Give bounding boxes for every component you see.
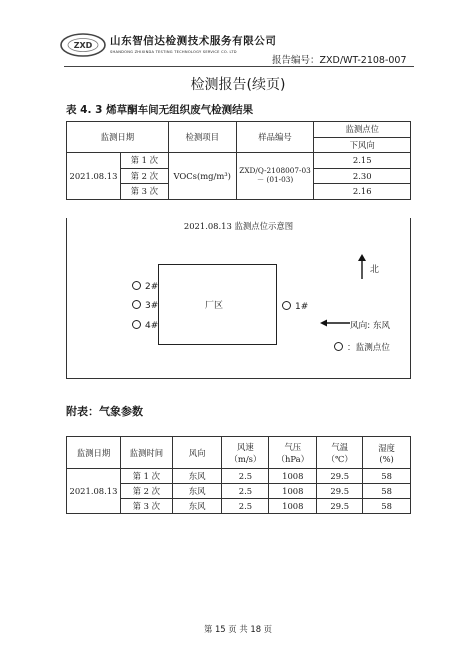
point-marker-icon: [132, 300, 141, 309]
point-1: 1#: [282, 301, 308, 312]
speed-cell: 2.5: [222, 469, 269, 484]
point-3: 3#: [132, 300, 158, 311]
logo-text: ZXD: [73, 41, 93, 50]
header-humidity: 湿度 (%): [363, 437, 411, 469]
item-cell: VOCs(mg/m³): [168, 153, 236, 200]
north-label: 北: [370, 265, 380, 275]
wind-arrow-icon: [320, 318, 350, 328]
voc-results-table: [66, 121, 411, 200]
sample-line-2: － (01-03): [256, 175, 294, 185]
header-date: 监测日期: [67, 437, 121, 469]
dir-cell: 东风: [172, 499, 222, 514]
header-point: 监测点位: [314, 122, 411, 138]
date-cell: 2021.08.13: [67, 153, 121, 200]
north-arrow-icon: [355, 254, 369, 280]
company-logo: [58, 30, 108, 60]
point-marker-icon: [132, 320, 141, 329]
value-cell: 2.30: [314, 168, 411, 184]
time-cell: 第 3 次: [120, 499, 172, 514]
pressure-cell: 1008: [269, 484, 317, 499]
point-2: 2#: [132, 281, 158, 292]
time-cell: 第 2 次: [120, 484, 172, 499]
run-cell: 第 1 次: [120, 153, 168, 169]
header-point-downwind: 下风向: [314, 137, 411, 153]
value-cell: 2.16: [314, 184, 411, 200]
header-time: 监测时间: [120, 437, 172, 469]
weather-table: [66, 436, 411, 514]
report-number: 报告编号：ZXD/WT-2108-007: [272, 55, 407, 66]
sample-cell: [236, 153, 314, 200]
temp-cell: 29.5: [317, 469, 363, 484]
header-sample: 样品编号: [236, 122, 314, 153]
table-row: [67, 153, 411, 169]
company-name-cn: 山东智信达检测技术服务有限公司: [110, 35, 277, 47]
time-cell: 第 1 次: [120, 469, 172, 484]
page-title: 检测报告(续页): [190, 77, 286, 93]
header-wind-dir: 风向: [172, 437, 222, 469]
date-cell: 2021.08.13: [67, 469, 121, 514]
diagram-legend: ：监测点位: [334, 341, 390, 353]
dir-cell: 东风: [172, 469, 222, 484]
humidity-cell: 58: [363, 499, 411, 514]
sample-line-1: ZXD/Q-2108007-03: [239, 166, 311, 176]
temp-cell: 29.5: [317, 484, 363, 499]
speed-cell: 2.5: [222, 499, 269, 514]
header-item: 检测项目: [168, 122, 236, 153]
table-title: 表 4. 3 烯草酮车间无组织废气检测结果: [66, 104, 254, 116]
run-cell: 第 3 次: [120, 184, 168, 200]
header-date: 监测日期: [67, 122, 169, 153]
annex-title: 附表：气象参数: [66, 405, 143, 418]
header-divider: [64, 66, 414, 67]
point-marker-icon: [132, 281, 141, 290]
humidity-cell: 58: [363, 484, 411, 499]
point-marker-icon: [282, 301, 291, 310]
value-cell: 2.15: [314, 153, 411, 169]
pressure-cell: 1008: [269, 499, 317, 514]
header-wind-speed: 风速 （m/s）: [222, 437, 269, 469]
wind-direction-label: 风向: 东风: [350, 321, 391, 331]
temp-cell: 29.5: [317, 499, 363, 514]
page-footer: 第 15 页 共 18 页: [203, 624, 273, 634]
header-temperature: 气温 （℃）: [317, 437, 363, 469]
humidity-cell: 58: [363, 469, 411, 484]
pressure-cell: 1008: [269, 469, 317, 484]
run-cell: 第 2 次: [120, 168, 168, 184]
dir-cell: 东风: [172, 484, 222, 499]
speed-cell: 2.5: [222, 484, 269, 499]
header-pressure: 气压 （hPa）: [269, 437, 317, 469]
point-4: 4#: [132, 320, 158, 331]
table-header-row: [67, 437, 411, 469]
table-row: [67, 469, 411, 484]
factory-label: 厂区: [205, 301, 224, 311]
company-name-en: SHANDONG ZHIXINDA TESTING TECHNOLOGY SERVICE CO. LTD: [110, 50, 237, 54]
diagram-caption: 2021.08.13 监测点位示意图: [183, 221, 294, 231]
legend-marker-icon: [334, 342, 343, 351]
